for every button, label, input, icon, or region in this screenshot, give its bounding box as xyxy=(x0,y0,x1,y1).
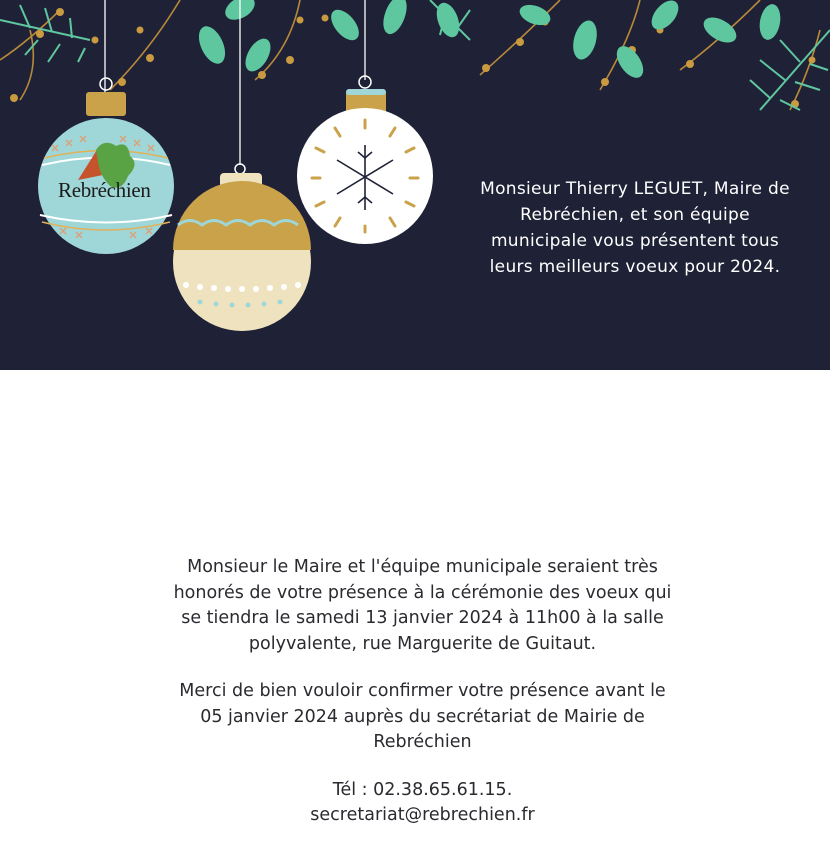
invitation-line: polyvalente, rue Marguerite de Guitaut. xyxy=(248,633,597,654)
phone-number: Tél : 02.38.65.61.15. xyxy=(332,779,513,800)
greeting-line: Rebréchien, et son équipe xyxy=(520,205,750,225)
gold-bauble-icon xyxy=(173,164,311,331)
card-header xyxy=(0,0,830,370)
greeting-message xyxy=(455,176,815,280)
rsvp-line: Rebréchien xyxy=(373,732,472,752)
greeting-line: Monsieur Thierry LEGUET, Maire de xyxy=(480,179,790,199)
rsvp-line: 05 janvier 2024 auprès du secrétariat de Mairie de xyxy=(200,706,645,727)
invitation-line: honorés de votre présence à la cérémonie des voeux qui xyxy=(173,582,672,603)
snowflake-bauble-icon xyxy=(297,76,433,244)
paragraph-gap xyxy=(100,756,745,778)
invitation-line: Monsieur le Maire et l'équipe municipale seraient très xyxy=(187,557,658,577)
logo-bauble-icon xyxy=(38,78,174,254)
invitation-text xyxy=(100,555,745,829)
greeting-line: municipale vous présentent tous xyxy=(490,231,780,251)
paragraph-gap xyxy=(100,657,745,679)
greeting-line: leurs meilleurs voeux pour 2024. xyxy=(489,257,781,277)
email-address[interactable]: secretariat@rebrechien.fr xyxy=(310,805,535,825)
rsvp-line: Merci de bien vouloir confirmer votre présence avant le xyxy=(179,681,666,701)
invitation-line: se tiendra le samedi 13 janvier 2024 à 11h00 à la salle xyxy=(181,608,664,628)
logo-text: Rebréchien xyxy=(58,178,151,202)
